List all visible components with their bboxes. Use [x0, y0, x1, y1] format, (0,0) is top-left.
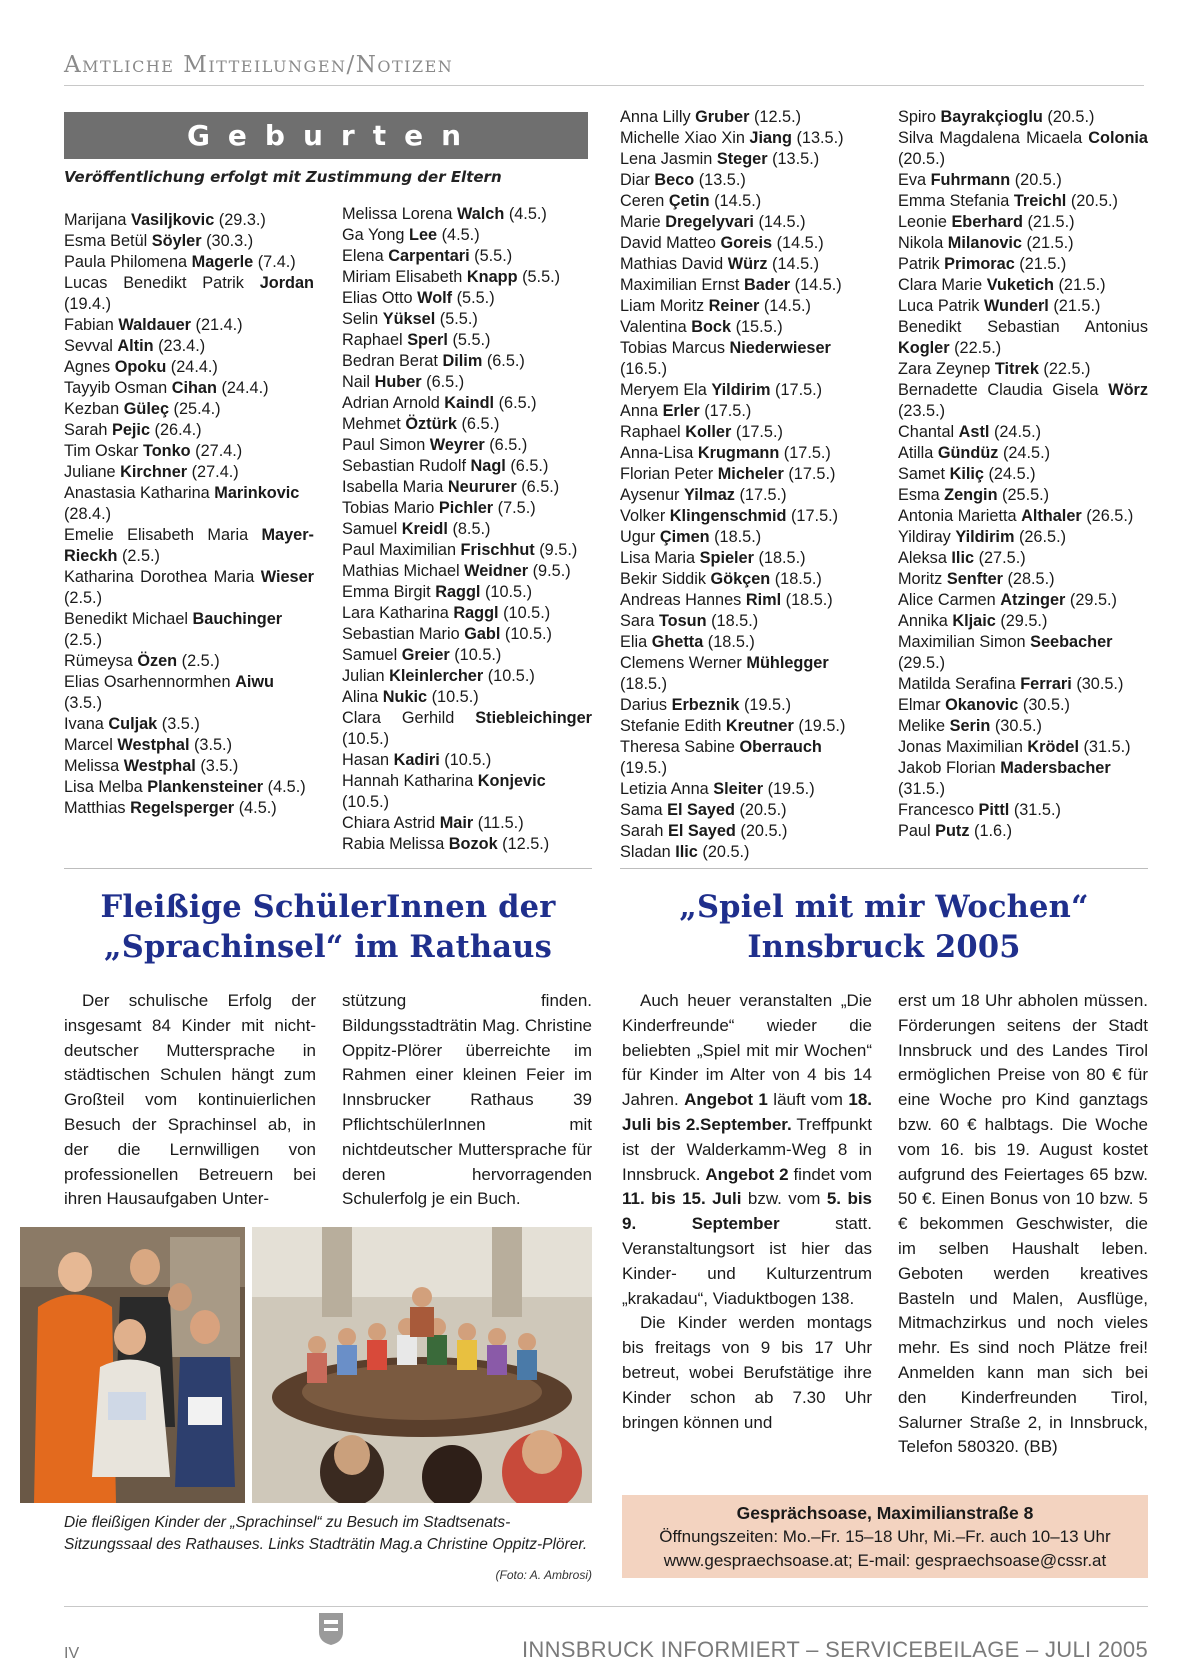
birth-entry: Francesco Pittl (31.5.): [898, 801, 1061, 819]
birth-entry: Anna Lilly Gruber (12.5.): [620, 108, 802, 126]
birth-entry: Lucas Benedikt Patrik Jordan (19.4.): [64, 274, 314, 313]
birth-entry: Paul Simon Weyrer (6.5.): [342, 436, 528, 454]
birth-entry: Melissa Westphal (3.5.): [64, 757, 239, 775]
birth-entry: Agnes Opoku (24.4.): [64, 358, 218, 376]
birth-entry: Liam Moritz Reiner (14.5.): [620, 297, 811, 315]
birth-entry: Tobias Marcus Niederwieser (16.5.): [620, 339, 831, 378]
birth-entry: Elia Ghetta (18.5.): [620, 633, 755, 651]
article-right-p1: Auch heuer veranstalten „Die Kinderfreunde“ wieder die beliebten „Spiel mit mir Wochen“ für Kinder im Alter von 4 bis 14 Jahren. Angebot 1 läuft vom 18. Juli bis 2.September. Treffpunkt ist der Walderkamm-Weg 8 in Innsbruck. Angebot 2 findet vom 11. bis 15. Juli bzw. vom 5. bis 9. September statt. Veranstaltungsort ist hier das Kinder- und Kulturzentrum „krakadau“, Viaduktbogen 138.: [622, 991, 873, 1308]
article-right-title: [620, 887, 1148, 967]
birth-entry: Valentina Bock (15.5.): [620, 318, 783, 336]
birth-entry: Sebastian Mario Gabl (10.5.): [342, 625, 552, 643]
birth-entry: Michelle Xiao Xin Jiang (13.5.): [620, 129, 844, 147]
birth-entry: Diar Beco (13.5.): [620, 171, 746, 189]
photo-1-illustration: [20, 1227, 245, 1503]
birth-entry: Chiara Astrid Mair (11.5.): [342, 814, 524, 832]
birth-entry: Katharina Dorothea Maria Wieser (2.5.): [64, 568, 314, 607]
birth-entry: Ceren Çetin (14.5.): [620, 192, 762, 210]
birth-entry: Matilda Serafina Ferrari (30.5.): [898, 675, 1124, 693]
birth-entry: Mathias David Würz (14.5.): [620, 255, 820, 273]
birth-entry: Isabella Maria Neururer (6.5.): [342, 478, 560, 496]
birth-entry: David Matteo Goreis (14.5.): [620, 234, 824, 252]
birth-entry: Emma Stefania Treichl (20.5.): [898, 192, 1118, 210]
infobox-title: Gesprächsoase, Maximilianstraße 8: [736, 1503, 1034, 1523]
births-column-1: [64, 210, 314, 819]
city-crest-icon: [318, 1612, 344, 1646]
article-left-title: [64, 887, 592, 967]
birth-entry: Sladan Ilic (20.5.): [620, 843, 750, 861]
birth-entry: Theresa Sabine Oberrauch (19.5.): [620, 738, 822, 777]
birth-entry: Eva Fuhrmann (20.5.): [898, 171, 1062, 189]
birth-entry: Clara Gerhild Stiebleichinger (10.5.): [342, 709, 593, 748]
section-divider-right: [620, 868, 1148, 869]
header-title: Amtliche Mitteilungen/Notizen: [64, 52, 454, 78]
birth-entry: Bernadette Claudia Gisela Wörz (23.5.): [898, 381, 1148, 420]
birth-entry: Lisa Melba Plankensteiner (4.5.): [64, 778, 306, 796]
birth-entry: Lisa Maria Spieler (18.5.): [620, 549, 806, 567]
birth-entry: Clara Marie Vuketich (21.5.): [898, 276, 1106, 294]
birth-entry: Esma Zengin (25.5.): [898, 486, 1050, 504]
birth-entry: Stefanie Edith Kreutner (19.5.): [620, 717, 846, 735]
birth-entry: Emelie Elisabeth Maria Mayer-Rieckh (2.5.): [64, 526, 314, 565]
birth-entry: Mehmet Öztürk (6.5.): [342, 415, 500, 433]
births-banner: Geburten: [64, 112, 588, 159]
article-right-col1: [622, 989, 872, 1435]
birth-entry: Melissa Lorena Walch (4.5.): [342, 205, 547, 223]
birth-entry: Matthias Regelsperger (4.5.): [64, 799, 277, 817]
birth-entry: Paul Maximilian Frischhut (9.5.): [342, 541, 578, 559]
infobox-hours: Öffnungszeiten: Mo.–Fr. 15–18 Uhr, Mi.–Fr. auch 10–13 Uhr: [659, 1527, 1111, 1546]
birth-entry: Paula Philomena Magerle (7.4.): [64, 253, 296, 271]
birth-entry: Hasan Kadiri (10.5.): [342, 751, 492, 769]
photo-children-in-council-hall: [252, 1227, 592, 1503]
birth-entry: Sebastian Rudolf Nagl (6.5.): [342, 457, 549, 475]
birth-entry: Maximilian Ernst Bader (14.5.): [620, 276, 842, 294]
birth-entry: Marcel Westphal (3.5.): [64, 736, 233, 754]
birth-entry: Bedran Berat Dilim (6.5.): [342, 352, 525, 370]
birth-entry: Anna Erler (17.5.): [620, 402, 752, 420]
birth-entry: Andreas Hannes Riml (18.5.): [620, 591, 833, 609]
birth-entry: Anastasia Katharina Marinkovic (28.4.): [64, 484, 300, 523]
births-column-4: [898, 107, 1148, 842]
birth-entry: Maximilian Simon Seebacher (29.5.): [898, 633, 1113, 672]
birth-entry: Sevval Altin (23.4.): [64, 337, 206, 355]
birth-entry: Antonia Marietta Althaler (26.5.): [898, 507, 1134, 525]
births-column-2: [342, 204, 592, 855]
article-left-title-line1: Fleißige SchülerInnen der: [100, 889, 556, 925]
birth-entry: Raphael Koller (17.5.): [620, 423, 783, 441]
birth-entry: Meryem Ela Yildirim (17.5.): [620, 381, 823, 399]
birth-entry: Jakob Florian Madersbacher (31.5.): [898, 759, 1111, 798]
birth-entry: Leonie Eberhard (21.5.): [898, 213, 1075, 231]
birth-entry: Benedikt Michael Bauchinger (2.5.): [64, 610, 283, 649]
birth-entry: Lena Jasmin Steger (13.5.): [620, 150, 820, 168]
birth-entry: Luca Patrik Wunderl (21.5.): [898, 297, 1101, 315]
birth-entry: Alina Nukic (10.5.): [342, 688, 479, 706]
birth-entry: Tobias Mario Pichler (7.5.): [342, 499, 536, 517]
article-left-col2: stützung finden. Bildungsstadträtin Mag. Christine Oppitz-Plörer überreichte im Rahmen einer kleinen Feier im Innsbrucker Rathaus 39 PflichtschülerInnen mit nichtdeutscher Muttersprache für deren hervorragenden Schulerfolg je ein Buch.: [342, 991, 592, 1209]
article-right-p2: Die Kinder werden montags bis freitags von 9 bis 17 Uhr betreut, wobei Berufstätige ihre Kinder schon ab 7.30 Uhr bringen können und: [622, 1313, 872, 1432]
birth-entry: Volker Klingenschmid (17.5.): [620, 507, 839, 525]
birth-entry: Raphael Sperl (5.5.): [342, 331, 491, 349]
birth-entry: Adrian Arnold Kaindl (6.5.): [342, 394, 537, 412]
birth-entry: Moritz Senfter (28.5.): [898, 570, 1055, 588]
birth-entry: Sarah El Sayed (20.5.): [620, 822, 788, 840]
footer-title: INNSBRUCK INFORMIERT – SERVICEBEILAGE – JULI 2005: [521, 1637, 1148, 1662]
birth-entry: Rabia Melissa Bozok (12.5.): [342, 835, 550, 853]
birth-entry: Spiro Bayrakçioglu (20.5.): [898, 108, 1095, 126]
birth-entry: Samet Kiliç (24.5.): [898, 465, 1036, 483]
birth-entry: Ivana Culjak (3.5.): [64, 715, 200, 733]
birth-entry: Kezban Güleç (25.4.): [64, 400, 221, 418]
infobox-contact: www.gespraechsoase.at; E-mail: gespraechsoase@cssr.at: [663, 1551, 1107, 1570]
birth-entry: Nikola Milanovic (21.5.): [898, 234, 1074, 252]
birth-entry: Atilla Gündüz (24.5.): [898, 444, 1051, 462]
birth-entry: Florian Peter Micheler (17.5.): [620, 465, 836, 483]
photo-councillor-with-children: [20, 1227, 245, 1503]
birth-entry: Marie Dregelyvari (14.5.): [620, 213, 806, 231]
birth-entry: Ugur Çimen (18.5.): [620, 528, 762, 546]
birth-entry: Benedikt Sebastian Antonius Kogler (22.5.): [898, 318, 1148, 357]
footer-divider: [64, 1606, 1148, 1607]
birth-entry: Bekir Siddik Gökçen (18.5.): [620, 570, 822, 588]
birth-entry: Rümeysa Özen (2.5.): [64, 652, 220, 670]
birth-entry: Melike Serin (30.5.): [898, 717, 1042, 735]
birth-entry: Darius Erbeznik (19.5.): [620, 696, 792, 714]
birth-entry: Juliane Kirchner (27.4.): [64, 463, 239, 481]
birth-entry: Nail Huber (6.5.): [342, 373, 465, 391]
birth-entry: Lara Katharina Raggl (10.5.): [342, 604, 551, 622]
birth-entry: Julian Kleinlercher (10.5.): [342, 667, 535, 685]
birth-entry: Samuel Kreidl (8.5.): [342, 520, 491, 538]
birth-entry: Tayyib Osman Cihan (24.4.): [64, 379, 269, 397]
photo-2-illustration: [252, 1227, 592, 1503]
birth-entry: Clemens Werner Mühlegger (18.5.): [620, 654, 829, 693]
birth-entry: Ga Yong Lee (4.5.): [342, 226, 480, 244]
birth-entry: Annika Kljaic (29.5.): [898, 612, 1048, 630]
births-column-3: [620, 107, 870, 863]
photo-caption: Die fleißigen Kinder der „Sprachinsel“ zu Besuch im Stadtsenats-Sitzungssaal des Rathauses. Links Stadträtin Mag.a Christine Oppitz-Plörer.: [64, 1514, 588, 1553]
birth-entry: Silva Magdalena Micaela Colonia (20.5.): [898, 129, 1148, 168]
birth-entry: Hannah Katharina Konjevic (10.5.): [342, 772, 546, 811]
birth-entry: Anna-Lisa Krugmann (17.5.): [620, 444, 831, 462]
article-right-title-line1: „Spiel mit mir Wochen“: [679, 889, 1089, 925]
birth-entry: Elena Carpentari (5.5.): [342, 247, 513, 265]
birth-entry: Marijana Vasiljkovic (29.3.): [64, 211, 266, 229]
section-divider-left: [64, 868, 592, 869]
article-left-col1-text: Der schulische Erfolg der insgesamt 84 Kinder mit nicht-deutscher Muttersprache in städtischen Schulen hängt zum Großteil vom kontinuierlichen Besuch der Sprachinsel ab, in der die Lernwilligen von professionellen Betreuern bei ihren Hausaufgaben Unter-: [64, 991, 316, 1209]
birth-entry: Sara Tosun (18.5.): [620, 612, 759, 630]
birth-entry: Mathias Michael Weidner (9.5.): [342, 562, 571, 580]
birth-entry: Jonas Maximilian Krödel (31.5.): [898, 738, 1131, 756]
photo-credit: (Foto: A. Ambrosi): [495, 1568, 592, 1582]
birth-entry: Zara Zeynep Titrek (22.5.): [898, 360, 1091, 378]
birth-entry: Elias Otto Wolf (5.5.): [342, 289, 495, 307]
article-left-title-line2: „Sprachinsel“ im Rathaus: [103, 929, 553, 965]
birth-entry: Elmar Okanovic (30.5.): [898, 696, 1070, 714]
birth-entry: Miriam Elisabeth Knapp (5.5.): [342, 268, 561, 286]
gespraechsoase-infobox: [622, 1495, 1148, 1578]
birth-entry: Esma Betül Söyler (30.3.): [64, 232, 254, 250]
birth-entry: Tim Oskar Tonko (27.4.): [64, 442, 243, 460]
birth-entry: Sama El Sayed (20.5.): [620, 801, 787, 819]
birth-entry: Fabian Waldauer (21.4.): [64, 316, 243, 334]
birth-entry: Letizia Anna Sleiter (19.5.): [620, 780, 815, 798]
birth-entry: Aleksa Ilic (27.5.): [898, 549, 1026, 567]
birth-entry: Sarah Pejic (26.4.): [64, 421, 202, 439]
birth-entry: Yildiray Yildirim (26.5.): [898, 528, 1067, 546]
article-right-title-line2: Innsbruck 2005: [747, 929, 1021, 965]
births-consent-note: Veröffentlichung erfolgt mit Zustimmung der Eltern: [64, 168, 502, 186]
birth-entry: Selin Yüksel (5.5.): [342, 310, 478, 328]
birth-entry: Alice Carmen Atzinger (29.5.): [898, 591, 1117, 609]
birth-entry: Chantal Astl (24.5.): [898, 423, 1042, 441]
article-right-col2: erst um 18 Uhr abholen müssen. Förderungen seitens der Stadt Innsbruck und des Landes Tirol ermöglichen Preise von 80 € für eine Woche pro Kind ganztags bzw. 60 € halbtags. Die Woche vom 16. bis 19. August kostet aufgrund des Feiertages 65 bzw. 50 €. Einen Bonus von 10 bzw. 5 € bekommen Geschwister, die im selben Haushalt leben. Geboten werden kreatives Basteln und Malen, Ausflüge, Mitmachzirkus und noch vieles mehr. Es sind noch Plätze frei! Anmelden kann man sich bei den Kinderfreunden Tirol, Salurner Straße 2, in Innsbruck, Telefon 580320. (BB): [898, 991, 1148, 1457]
article-left-col1: [64, 989, 316, 1212]
birth-entry: Emma Birgit Raggl (10.5.): [342, 583, 533, 601]
page-header: [64, 52, 1144, 86]
page-number: IV: [64, 1645, 80, 1662]
birth-entry: Patrik Primorac (21.5.): [898, 255, 1067, 273]
birth-entry: Elias Osarhennormhen Aiwu (3.5.): [64, 673, 274, 712]
birth-entry: Samuel Greier (10.5.): [342, 646, 502, 664]
birth-entry: Paul Putz (1.6.): [898, 822, 1013, 840]
birth-entry: Aysenur Yilmaz (17.5.): [620, 486, 787, 504]
